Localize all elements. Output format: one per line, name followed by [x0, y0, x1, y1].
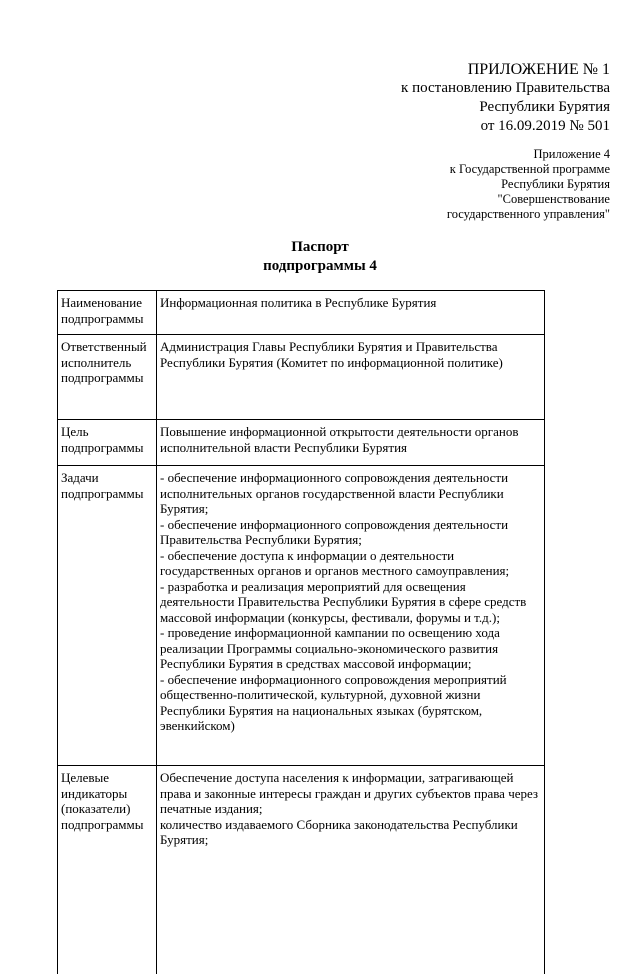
- title-line2: подпрограммы 4: [0, 257, 640, 276]
- republic-name: Республики Бурятия: [447, 177, 610, 192]
- row-content: Администрация Главы Республики Бурятия и Правительства Республики Бурятия (Комитет по информационной политике): [157, 335, 545, 420]
- program-name-line1: "Совершенствование: [447, 192, 610, 207]
- task-item: - обеспечение доступа к информации о деятельности государственных органов и органов местного самоуправления;: [160, 548, 541, 579]
- approval-header: [401, 60, 610, 136]
- program-ref: к Государственной программе: [447, 162, 610, 177]
- table-row-indicators: [58, 766, 545, 974]
- resolution-ref: к постановлению Правительства: [401, 79, 610, 98]
- passport-table: [57, 290, 545, 974]
- task-item: - обеспечение информационного сопровождения мероприятий общественно-политической, культурной, духовной жизни Республики Бурятия на национальных языках (бурятском, эвенкийском): [160, 672, 541, 734]
- resolution-date: от 16.09.2019 № 501: [401, 117, 610, 136]
- task-item: - обеспечение информационного сопровождения деятельности Правительства Республики Бурятия;: [160, 517, 541, 548]
- row-content: Повышение информационной открытости деятельности органов исполнительной власти Республики Бурятия: [157, 420, 545, 466]
- table-row-tasks: [58, 466, 545, 766]
- row-label: Ответственный исполнитель подпрограммы: [58, 335, 157, 420]
- indicator-item: количество издаваемого Сборника законодательства Республики Бурятия;: [160, 817, 541, 848]
- title-line1: Паспорт: [0, 238, 640, 257]
- row-content: Информационная политика в Республике Бурятия: [157, 291, 545, 335]
- table-row-name: [58, 291, 545, 335]
- row-label: Задачи подпрограммы: [58, 466, 157, 766]
- table-row-goal: [58, 420, 545, 466]
- document-title: [0, 238, 640, 276]
- row-content: [157, 766, 545, 974]
- row-label: Наименование подпрограммы: [58, 291, 157, 335]
- task-item: - проведение информационной кампании по освещению хода реализации Программы социально-экономического развития Республики Бурятия в средствах массовой информации;: [160, 625, 541, 672]
- row-content: [157, 466, 545, 766]
- indicator-item: Обеспечение доступа населения к информации, затрагивающей права и законные интересы граждан и других субъектов права через печатные издания;: [160, 770, 541, 817]
- table-row-executor: [58, 335, 545, 420]
- row-label: Цель подпрограммы: [58, 420, 157, 466]
- appendix-number: ПРИЛОЖЕНИЕ № 1: [401, 60, 610, 79]
- task-item: - обеспечение информационного сопровождения деятельности исполнительных органов государственной власти Республики Бурятия;: [160, 470, 541, 517]
- row-label: Целевые индикаторы (показатели) подпрограммы: [58, 766, 157, 974]
- program-name-line2: государственного управления": [447, 207, 610, 222]
- government-name: Республики Бурятия: [401, 98, 610, 117]
- program-appendix-header: [447, 147, 610, 222]
- task-item: - разработка и реализация мероприятий для освещения деятельности Правительства Республики Бурятия в сфере средств массовой информации (конкурсы, фестивали, форумы и т.д.);: [160, 579, 541, 626]
- sub-appendix-number: Приложение 4: [447, 147, 610, 162]
